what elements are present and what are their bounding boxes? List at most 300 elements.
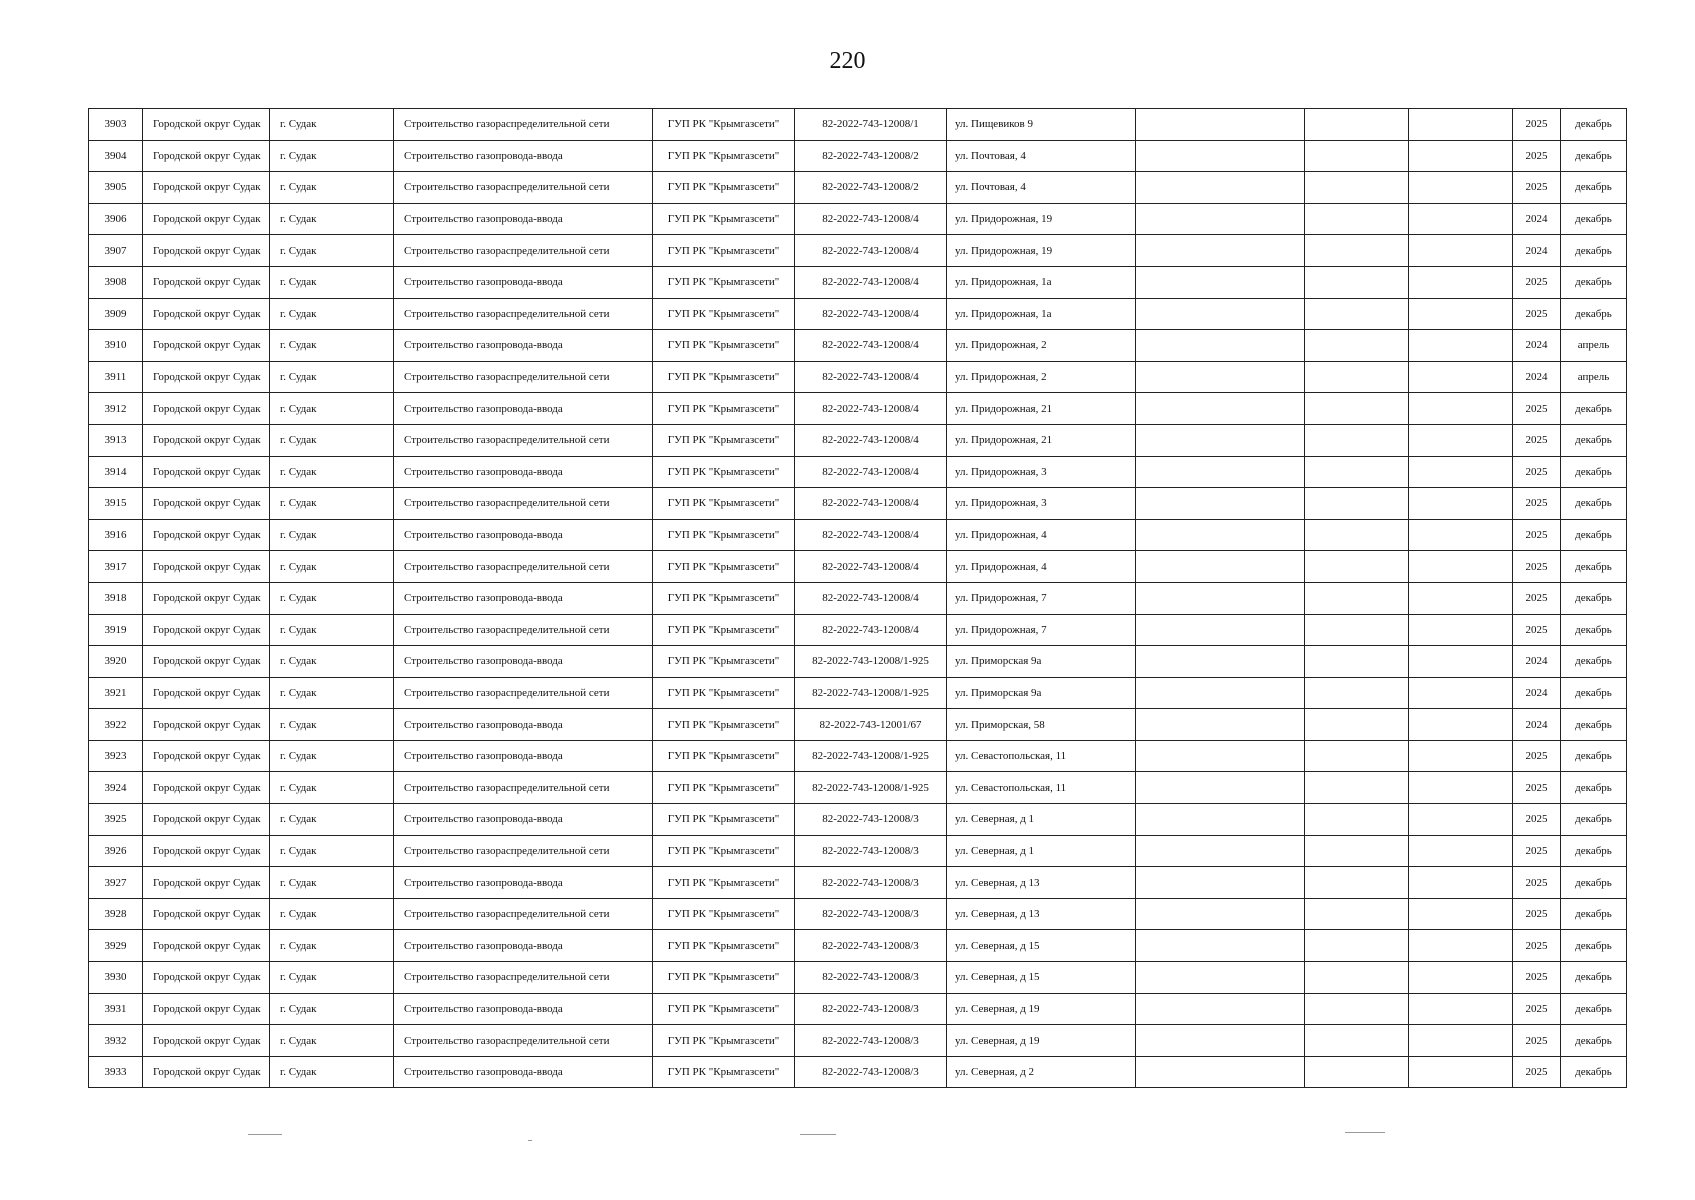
cell-request-code: 82-2022-743-12008/3 [795,1056,947,1088]
cell-month: декабрь [1561,614,1627,646]
table-row [89,140,1627,172]
table-row [89,962,1627,994]
cell-empty [1409,298,1513,330]
cell-year: 2025 [1513,1056,1561,1088]
scan-speck [528,1140,532,1141]
cell-month: декабрь [1561,109,1627,141]
cell-work-type: Строительство газопровода-ввода [394,266,653,298]
cell-year: 2024 [1513,646,1561,678]
cell-month: декабрь [1561,772,1627,804]
cell-address: ул. Севастопольская, 11 [947,772,1136,804]
cell-row-number: 3909 [89,298,143,330]
table-row [89,519,1627,551]
cell-row-number: 3932 [89,1025,143,1057]
cell-month: декабрь [1561,867,1627,899]
cell-month: декабрь [1561,898,1627,930]
cell-row-number: 3906 [89,203,143,235]
cell-empty [1409,582,1513,614]
cell-district: Городской округ Судак [143,582,270,614]
cell-request-code: 82-2022-743-12008/4 [795,235,947,267]
cell-district: Городской округ Судак [143,772,270,804]
cell-request-code: 82-2022-743-12008/3 [795,835,947,867]
cell-month: декабрь [1561,646,1627,678]
cell-city: г. Судак [270,298,394,330]
cell-city: г. Судак [270,109,394,141]
cell-request-code: 82-2022-743-12008/4 [795,551,947,583]
table-row [89,235,1627,267]
cell-city: г. Судак [270,709,394,741]
cell-work-type: Строительство газопровода-ввода [394,930,653,962]
cell-work-type: Строительство газопровода-ввода [394,203,653,235]
cell-request-code: 82-2022-743-12008/3 [795,962,947,994]
cell-address: ул. Северная, д 1 [947,835,1136,867]
cell-empty [1305,772,1409,804]
cell-address: ул. Северная, д 1 [947,804,1136,836]
cell-city: г. Судак [270,140,394,172]
cell-city: г. Судак [270,898,394,930]
cell-address: ул. Придорожная, 19 [947,203,1136,235]
cell-row-number: 3924 [89,772,143,804]
cell-empty [1305,424,1409,456]
cell-work-type: Строительство газораспределительной сети [394,172,653,204]
cell-organization: ГУП РК "Крымгазсети" [653,930,795,962]
table-row [89,1056,1627,1088]
cell-empty [1136,1056,1305,1088]
cell-work-type: Строительство газораспределительной сети [394,962,653,994]
table-row [89,298,1627,330]
cell-request-code: 82-2022-743-12008/4 [795,456,947,488]
cell-month: декабрь [1561,709,1627,741]
cell-work-type: Строительство газораспределительной сети [394,109,653,141]
cell-year: 2025 [1513,804,1561,836]
cell-city: г. Судак [270,456,394,488]
cell-row-number: 3926 [89,835,143,867]
cell-district: Городской округ Судак [143,172,270,204]
cell-district: Городской округ Судак [143,614,270,646]
cell-address: ул. Северная, д 2 [947,1056,1136,1088]
cell-month: декабрь [1561,172,1627,204]
cell-empty [1409,1056,1513,1088]
cell-city: г. Судак [270,266,394,298]
cell-request-code: 82-2022-743-12008/1-925 [795,677,947,709]
cell-request-code: 82-2022-743-12001/67 [795,709,947,741]
cell-organization: ГУП РК "Крымгазсети" [653,330,795,362]
cell-city: г. Судак [270,962,394,994]
cell-address: ул. Почтовая, 4 [947,140,1136,172]
cell-district: Городской округ Судак [143,298,270,330]
cell-row-number: 3922 [89,709,143,741]
registry-table [88,108,1627,1088]
cell-organization: ГУП РК "Крымгазсети" [653,614,795,646]
table-row [89,614,1627,646]
cell-work-type: Строительство газопровода-ввода [394,1056,653,1088]
cell-row-number: 3913 [89,424,143,456]
cell-year: 2025 [1513,172,1561,204]
cell-empty [1305,551,1409,583]
table-row [89,109,1627,141]
cell-district: Городской округ Судак [143,1056,270,1088]
cell-empty [1409,519,1513,551]
cell-empty [1305,993,1409,1025]
cell-organization: ГУП РК "Крымгазсети" [653,266,795,298]
cell-year: 2025 [1513,109,1561,141]
cell-address: ул. Северная, д 15 [947,962,1136,994]
registry-table-body [89,109,1627,1088]
cell-work-type: Строительство газопровода-ввода [394,519,653,551]
cell-address: ул. Придорожная, 4 [947,551,1136,583]
cell-empty [1409,962,1513,994]
cell-organization: ГУП РК "Крымгазсети" [653,361,795,393]
cell-empty [1409,266,1513,298]
cell-month: декабрь [1561,266,1627,298]
cell-request-code: 82-2022-743-12008/2 [795,172,947,204]
cell-year: 2025 [1513,930,1561,962]
cell-empty [1136,930,1305,962]
cell-request-code: 82-2022-743-12008/1 [795,109,947,141]
cell-month: декабрь [1561,1025,1627,1057]
table-row [89,646,1627,678]
cell-empty [1305,203,1409,235]
cell-empty [1136,519,1305,551]
cell-year: 2024 [1513,361,1561,393]
cell-empty [1409,361,1513,393]
cell-empty [1409,646,1513,678]
cell-year: 2025 [1513,140,1561,172]
cell-row-number: 3914 [89,456,143,488]
cell-year: 2025 [1513,298,1561,330]
cell-year: 2025 [1513,740,1561,772]
cell-address: ул. Придорожная, 7 [947,614,1136,646]
cell-empty [1409,172,1513,204]
cell-district: Городской округ Судак [143,551,270,583]
cell-organization: ГУП РК "Крымгазсети" [653,993,795,1025]
cell-work-type: Строительство газораспределительной сети [394,551,653,583]
cell-month: декабрь [1561,235,1627,267]
cell-month: декабрь [1561,488,1627,520]
cell-month: апрель [1561,330,1627,362]
cell-address: ул. Придорожная, 21 [947,393,1136,425]
cell-organization: ГУП РК "Крымгазсети" [653,298,795,330]
cell-district: Городской округ Судак [143,266,270,298]
cell-request-code: 82-2022-743-12008/4 [795,361,947,393]
cell-empty [1305,172,1409,204]
cell-address: ул. Придорожная, 21 [947,424,1136,456]
cell-work-type: Строительство газораспределительной сети [394,835,653,867]
cell-empty [1409,109,1513,141]
cell-work-type: Строительство газораспределительной сети [394,677,653,709]
cell-year: 2025 [1513,614,1561,646]
cell-month: декабрь [1561,930,1627,962]
cell-organization: ГУП РК "Крымгазсети" [653,424,795,456]
cell-work-type: Строительство газораспределительной сети [394,488,653,520]
cell-district: Городской округ Судак [143,109,270,141]
cell-work-type: Строительство газопровода-ввода [394,330,653,362]
cell-empty [1136,109,1305,141]
cell-row-number: 3905 [89,172,143,204]
cell-work-type: Строительство газораспределительной сети [394,235,653,267]
table-row [89,266,1627,298]
cell-organization: ГУП РК "Крымгазсети" [653,709,795,741]
cell-empty [1305,361,1409,393]
cell-city: г. Судак [270,361,394,393]
cell-year: 2025 [1513,456,1561,488]
scan-speck [1345,1132,1385,1133]
cell-row-number: 3920 [89,646,143,678]
cell-empty [1136,646,1305,678]
cell-year: 2025 [1513,488,1561,520]
table-row [89,488,1627,520]
cell-row-number: 3923 [89,740,143,772]
cell-request-code: 82-2022-743-12008/3 [795,867,947,899]
table-row [89,740,1627,772]
cell-request-code: 82-2022-743-12008/4 [795,266,947,298]
table-row [89,203,1627,235]
cell-month: декабрь [1561,1056,1627,1088]
cell-work-type: Строительство газопровода-ввода [394,804,653,836]
cell-empty [1409,424,1513,456]
cell-address: ул. Придорожная, 2 [947,330,1136,362]
cell-request-code: 82-2022-743-12008/4 [795,393,947,425]
cell-address: ул. Приморская 9а [947,646,1136,678]
cell-empty [1409,993,1513,1025]
cell-city: г. Судак [270,488,394,520]
table-row [89,835,1627,867]
cell-empty [1305,393,1409,425]
cell-address: ул. Приморская, 58 [947,709,1136,741]
cell-empty [1305,235,1409,267]
cell-month: декабрь [1561,140,1627,172]
cell-city: г. Судак [270,772,394,804]
cell-organization: ГУП РК "Крымгазсети" [653,140,795,172]
cell-request-code: 82-2022-743-12008/4 [795,582,947,614]
cell-row-number: 3927 [89,867,143,899]
cell-year: 2024 [1513,203,1561,235]
cell-work-type: Строительство газопровода-ввода [394,646,653,678]
cell-request-code: 82-2022-743-12008/1-925 [795,646,947,678]
cell-city: г. Судак [270,740,394,772]
cell-year: 2025 [1513,835,1561,867]
cell-empty [1409,772,1513,804]
cell-city: г. Судак [270,1025,394,1057]
cell-request-code: 82-2022-743-12008/3 [795,1025,947,1057]
cell-city: г. Судак [270,1056,394,1088]
cell-empty [1409,867,1513,899]
cell-empty [1136,488,1305,520]
cell-row-number: 3910 [89,330,143,362]
cell-organization: ГУП РК "Крымгазсети" [653,582,795,614]
cell-district: Городской округ Судак [143,1025,270,1057]
cell-district: Городской округ Судак [143,993,270,1025]
cell-district: Городской округ Судак [143,898,270,930]
cell-empty [1136,962,1305,994]
cell-organization: ГУП РК "Крымгазсети" [653,172,795,204]
cell-district: Городской округ Судак [143,677,270,709]
table-row [89,867,1627,899]
cell-empty [1136,1025,1305,1057]
cell-request-code: 82-2022-743-12008/3 [795,930,947,962]
cell-empty [1136,298,1305,330]
cell-empty [1409,330,1513,362]
cell-organization: ГУП РК "Крымгазсети" [653,1056,795,1088]
table-row [89,424,1627,456]
cell-empty [1409,203,1513,235]
cell-empty [1305,646,1409,678]
cell-year: 2024 [1513,235,1561,267]
cell-district: Городской округ Судак [143,235,270,267]
cell-request-code: 82-2022-743-12008/4 [795,488,947,520]
cell-work-type: Строительство газораспределительной сети [394,614,653,646]
table-row [89,1025,1627,1057]
cell-city: г. Судак [270,172,394,204]
cell-year: 2025 [1513,1025,1561,1057]
cell-year: 2025 [1513,424,1561,456]
table-row [89,172,1627,204]
table-row [89,898,1627,930]
cell-empty [1305,582,1409,614]
cell-address: ул. Северная, д 13 [947,867,1136,899]
cell-year: 2025 [1513,393,1561,425]
cell-row-number: 3907 [89,235,143,267]
cell-address: ул. Приморская 9а [947,677,1136,709]
cell-work-type: Строительство газораспределительной сети [394,772,653,804]
cell-district: Городской округ Судак [143,646,270,678]
cell-row-number: 3911 [89,361,143,393]
cell-organization: ГУП РК "Крымгазсети" [653,519,795,551]
cell-organization: ГУП РК "Крымгазсети" [653,835,795,867]
cell-row-number: 3933 [89,1056,143,1088]
cell-month: декабрь [1561,519,1627,551]
cell-empty [1136,709,1305,741]
cell-year: 2025 [1513,266,1561,298]
cell-work-type: Строительство газопровода-ввода [394,456,653,488]
cell-organization: ГУП РК "Крымгазсети" [653,898,795,930]
cell-district: Городской округ Судак [143,488,270,520]
cell-year: 2025 [1513,993,1561,1025]
cell-row-number: 3928 [89,898,143,930]
cell-month: декабрь [1561,582,1627,614]
cell-row-number: 3903 [89,109,143,141]
cell-address: ул. Придорожная, 4 [947,519,1136,551]
cell-row-number: 3912 [89,393,143,425]
cell-district: Городской округ Судак [143,424,270,456]
cell-month: декабрь [1561,835,1627,867]
cell-empty [1136,203,1305,235]
cell-empty [1409,551,1513,583]
cell-empty [1305,677,1409,709]
cell-month: декабрь [1561,424,1627,456]
cell-empty [1136,772,1305,804]
cell-empty [1409,1025,1513,1057]
cell-empty [1409,835,1513,867]
cell-address: ул. Севастопольская, 11 [947,740,1136,772]
cell-city: г. Судак [270,993,394,1025]
cell-address: ул. Придорожная, 1а [947,298,1136,330]
table-row [89,772,1627,804]
cell-row-number: 3917 [89,551,143,583]
cell-organization: ГУП РК "Крымгазсети" [653,456,795,488]
cell-month: декабрь [1561,993,1627,1025]
cell-row-number: 3916 [89,519,143,551]
cell-row-number: 3931 [89,993,143,1025]
cell-work-type: Строительство газопровода-ввода [394,709,653,741]
cell-row-number: 3904 [89,140,143,172]
cell-row-number: 3929 [89,930,143,962]
cell-empty [1409,614,1513,646]
cell-city: г. Судак [270,203,394,235]
cell-request-code: 82-2022-743-12008/4 [795,330,947,362]
cell-month: декабрь [1561,804,1627,836]
cell-empty [1409,930,1513,962]
cell-district: Городской округ Судак [143,740,270,772]
cell-empty [1305,867,1409,899]
cell-request-code: 82-2022-743-12008/4 [795,519,947,551]
cell-address: ул. Северная, д 13 [947,898,1136,930]
cell-request-code: 82-2022-743-12008/4 [795,298,947,330]
cell-empty [1305,962,1409,994]
cell-empty [1136,582,1305,614]
cell-district: Городской округ Судак [143,835,270,867]
cell-empty [1409,235,1513,267]
cell-district: Городской округ Судак [143,456,270,488]
cell-request-code: 82-2022-743-12008/3 [795,804,947,836]
cell-city: г. Судак [270,330,394,362]
cell-row-number: 3915 [89,488,143,520]
cell-district: Городской округ Судак [143,203,270,235]
table-row [89,551,1627,583]
cell-year: 2025 [1513,962,1561,994]
cell-organization: ГУП РК "Крымгазсети" [653,646,795,678]
cell-empty [1136,235,1305,267]
cell-empty [1305,140,1409,172]
cell-row-number: 3919 [89,614,143,646]
cell-empty [1136,867,1305,899]
cell-empty [1305,1025,1409,1057]
cell-city: г. Судак [270,804,394,836]
cell-empty [1136,898,1305,930]
cell-district: Городской округ Судак [143,330,270,362]
cell-address: ул. Пищевиков 9 [947,109,1136,141]
cell-city: г. Судак [270,930,394,962]
cell-year: 2024 [1513,709,1561,741]
cell-row-number: 3925 [89,804,143,836]
cell-empty [1409,804,1513,836]
page-number: 220 [829,48,866,74]
table-row [89,393,1627,425]
cell-work-type: Строительство газопровода-ввода [394,393,653,425]
cell-address: ул. Придорожная, 19 [947,235,1136,267]
cell-empty [1136,424,1305,456]
cell-address: ул. Придорожная, 3 [947,456,1136,488]
cell-empty [1136,835,1305,867]
cell-organization: ГУП РК "Крымгазсети" [653,393,795,425]
cell-empty [1305,330,1409,362]
cell-address: ул. Северная, д 15 [947,930,1136,962]
cell-empty [1136,677,1305,709]
cell-empty [1409,740,1513,772]
cell-empty [1305,488,1409,520]
cell-city: г. Судак [270,614,394,646]
cell-city: г. Судак [270,424,394,456]
cell-year: 2025 [1513,551,1561,583]
cell-address: ул. Придорожная, 7 [947,582,1136,614]
cell-organization: ГУП РК "Крымгазсети" [653,551,795,583]
cell-address: ул. Северная, д 19 [947,1025,1136,1057]
cell-empty [1409,456,1513,488]
cell-month: апрель [1561,361,1627,393]
cell-empty [1409,488,1513,520]
cell-city: г. Судак [270,519,394,551]
cell-empty [1409,709,1513,741]
